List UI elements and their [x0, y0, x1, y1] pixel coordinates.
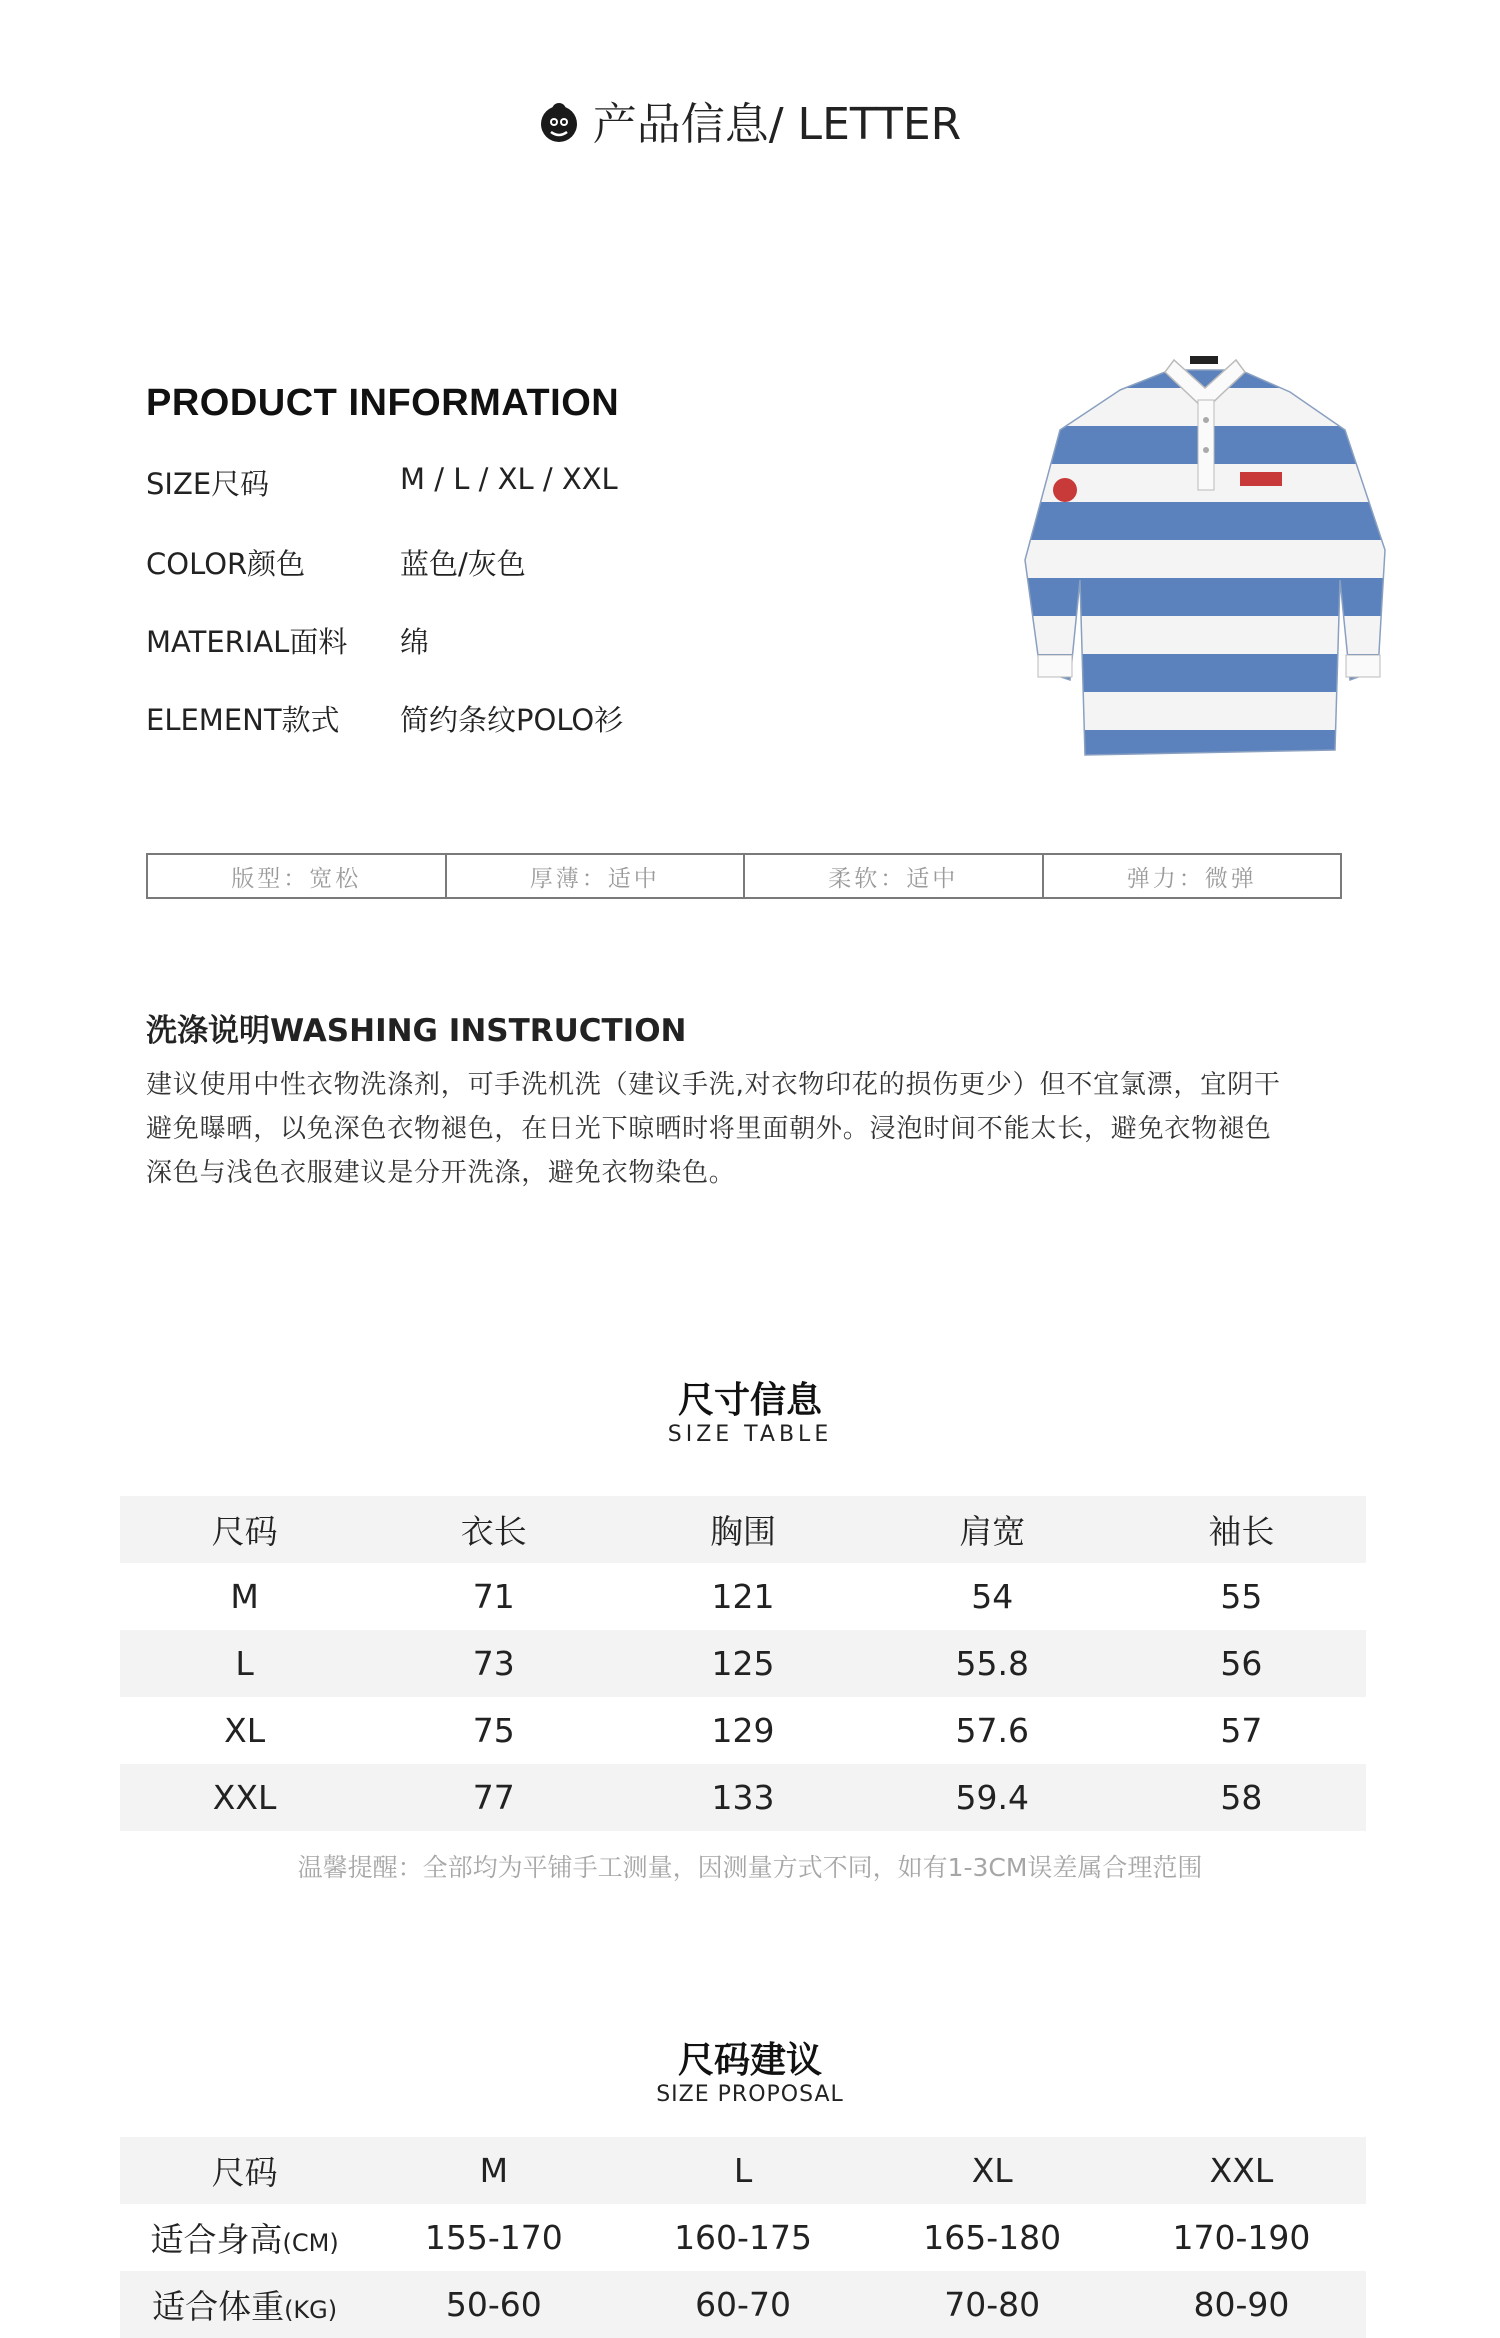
table-cell: 56 — [1220, 1644, 1263, 1683]
header-cell: 尺码 — [211, 2153, 278, 2192]
size-table — [120, 1496, 1366, 1831]
table-cell: 129 — [711, 1711, 775, 1750]
table-cell: 155-170 — [424, 2218, 563, 2257]
size-table-subtitle: SIZE TABLE — [667, 1422, 833, 1447]
table-cell: 75 — [472, 1711, 515, 1750]
table-row — [120, 1563, 1366, 1630]
table-cell: 165-180 — [923, 2218, 1062, 2257]
table-row — [120, 2271, 1366, 2338]
table-cell: 70-80 — [944, 2285, 1041, 2324]
material-label: MATERIAL面料 — [146, 625, 348, 659]
table-cell: 125 — [711, 1644, 775, 1683]
size-value: M / L / XL / XXL — [400, 462, 618, 496]
table-cell: L — [235, 1644, 254, 1683]
size-proposal-subtitle: SIZE PROPOSAL — [656, 2082, 844, 2107]
header-cell: XL — [971, 2151, 1013, 2190]
table-cell: M — [230, 1577, 259, 1616]
attribute-elasticity: 弹力：微弹 — [1126, 865, 1257, 892]
table-cell: 71 — [472, 1577, 515, 1616]
weight-label: 适合体重 — [152, 2287, 285, 2326]
table-cell: 170-190 — [1172, 2218, 1311, 2257]
table-cell: 57 — [1220, 1711, 1263, 1750]
table-cell: XXL — [212, 1778, 277, 1817]
fabric-attribute-bar — [146, 853, 1342, 899]
product-info-title: PRODUCT INFORMATION — [146, 382, 620, 424]
table-cell: 133 — [711, 1778, 775, 1817]
table-row — [120, 1764, 1366, 1831]
color-label: COLOR颜色 — [146, 547, 306, 581]
size-table-title: 尺寸信息 — [677, 1380, 822, 1421]
table-cell: 59.4 — [955, 1778, 1029, 1817]
table-cell: 121 — [711, 1577, 775, 1616]
header-cell: 袖长 — [1208, 1512, 1275, 1551]
washing-line: 避免曝晒，以免深色衣物褪色，在日光下晾晒时将里面朝外。浸泡时间不能太长，避免衣物褪色 — [146, 1114, 1272, 1144]
page-title: 产品信息/ LETTER — [592, 99, 962, 150]
table-cell: 58 — [1220, 1778, 1263, 1817]
element-value: 简约条纹POLO衫 — [400, 703, 624, 737]
height-unit: (CM) — [282, 2229, 339, 2257]
table-cell: 57.6 — [955, 1711, 1029, 1750]
table-cell: 50-60 — [445, 2285, 542, 2324]
header-cell: M — [479, 2151, 509, 2190]
table-cell: 54 — [971, 1577, 1014, 1616]
table-cell: XL — [224, 1711, 266, 1750]
header-cell: XXL — [1209, 2151, 1274, 2190]
size-proposal-table — [120, 2137, 1366, 2338]
element-label: ELEMENT款式 — [146, 703, 340, 737]
color-value: 蓝色/灰色 — [400, 547, 526, 581]
attribute-softness: 柔软：适中 — [745, 855, 1044, 897]
header-cell: 尺码 — [211, 1512, 278, 1551]
height-label: 适合身高 — [150, 2220, 283, 2259]
product-image-striped-polo — [1000, 350, 1400, 770]
table-header-row — [120, 1496, 1366, 1563]
table-cell: 73 — [472, 1644, 515, 1683]
washing-line: 深色与浅色衣服建议是分开洗涤，避免衣物染色。 — [146, 1158, 736, 1188]
header-cell: 肩宽 — [959, 1512, 1026, 1551]
table-cell: 55.8 — [955, 1644, 1029, 1683]
material-value: 绵 — [400, 625, 430, 659]
washing-title: 洗涤说明WASHING INSTRUCTION — [146, 1013, 687, 1049]
table-cell: 80-90 — [1193, 2285, 1290, 2324]
size-label: SIZE尺码 — [146, 467, 270, 501]
table-cell: 160-175 — [674, 2218, 812, 2257]
header-cell: L — [733, 2151, 753, 2190]
attribute-thickness: 厚薄：适中 — [447, 855, 746, 897]
table-row — [120, 1630, 1366, 1697]
table-row — [120, 2204, 1366, 2271]
table-cell: 55 — [1220, 1577, 1263, 1616]
weight-unit: (KG) — [284, 2296, 338, 2324]
page-header — [0, 88, 1500, 155]
table-header-row — [120, 2137, 1366, 2204]
row-label-weight — [120, 2281, 369, 2328]
table-cell: 60-70 — [695, 2285, 791, 2324]
header-cell: 胸围 — [710, 1512, 776, 1551]
washing-line: 建议使用中性衣物洗涤剂，可手洗机洗（建议手洗,对衣物印花的损伤更少）但不宜氯漂，宜阴干 — [146, 1070, 1281, 1100]
row-label-height — [120, 2214, 369, 2261]
header-cell: 衣长 — [460, 1512, 527, 1551]
brand-logo-icon — [539, 100, 579, 155]
attribute-fit: 版型：宽松 — [148, 855, 447, 897]
table-row — [120, 1697, 1366, 1764]
table-cell: 77 — [472, 1778, 515, 1817]
measurement-tip: 温馨提醒：全部均为平铺手工测量，因测量方式不同，如有1-3CM误差属合理范围 — [297, 1853, 1203, 1882]
size-proposal-title: 尺码建议 — [677, 2040, 822, 2081]
